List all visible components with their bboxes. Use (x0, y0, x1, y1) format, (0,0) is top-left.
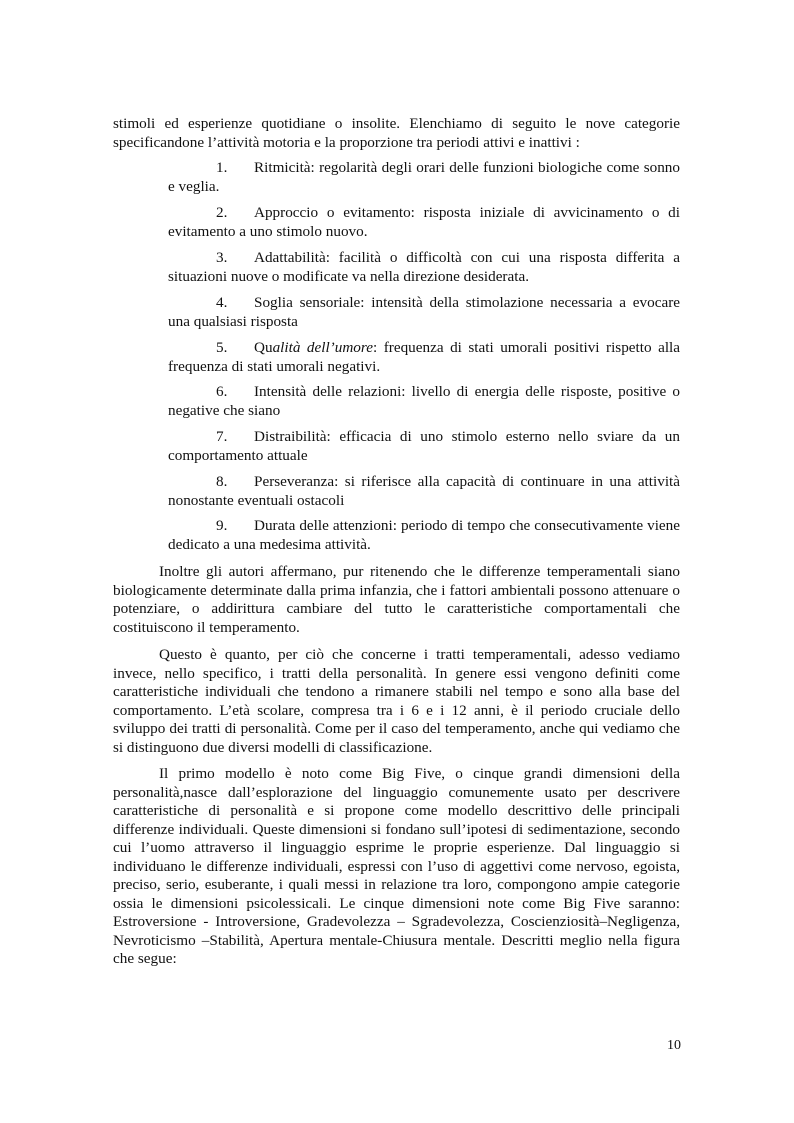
list-number: 1. (216, 159, 228, 176)
list-number: 5. (216, 339, 228, 356)
list-number: 2. (216, 204, 228, 221)
list-text-lead: Qu (254, 339, 273, 356)
list-item (168, 294, 680, 331)
list-text: : frequenza di stati umorali positivi rispetto alla frequenza di stati umorali negativi. (168, 339, 681, 375)
list-text: Durata delle attenzioni: periodo di tempo che consecutivamente viene dedicato a una medesima attività. (168, 517, 680, 553)
list-item (168, 428, 680, 465)
list-number: 8. (216, 473, 228, 490)
list-number: 9. (216, 517, 228, 534)
list-number: 4. (216, 294, 228, 311)
list-text: Ritmicità: regolarità degli orari delle funzioni biologiche come sonno e veglia. (168, 159, 680, 195)
page-number: 10 (667, 1038, 681, 1053)
body-paragraph: Questo è quanto, per ciò che concerne i tratti temperamentali, adesso vediamo invece, nello specifico, i tratti della personalità. In genere essi vengono definiti come caratteristiche individuali che tendono a rimanere stabili nel tempo e sono alla base del comportamento. L’età scolare, compresa tra i 6 e i 12 anni, è il periodo cruciale dello sviluppo dei tratti di personalità. Come per il caso del temperamento, anche qui vediamo che si distinguono due diversi modelli di classificazione. (113, 646, 680, 756)
list-number: 6. (216, 383, 228, 400)
list-text: Adattabilità: facilità o difficoltà con cui una risposta differita a situazioni nuove o modificate va nella direzione desiderata. (168, 249, 680, 285)
list-text-italic: alità dell’umore (272, 339, 373, 356)
list-text: Approccio o evitamento: risposta iniziale di avvicinamento o di evitamento a uno stimolo nuovo. (168, 204, 680, 240)
list-item (168, 159, 680, 196)
list-item (168, 339, 680, 376)
list-number: 7. (216, 428, 228, 445)
intro-paragraph: stimoli ed esperienze quotidiane o insolite. Elenchiamo di seguito le nove categorie specificandone l’attività motoria e la proporzione tra periodi attivi e inattivi : (113, 115, 680, 151)
body-paragraph: Inoltre gli autori affermano, pur ritenendo che le differenze temperamentali siano biologicamente determinate dalla prima infanzia, che i fattori ambientali possono attenuare o potenziare, o addirittura cambiare del tutto le caratteristiche comportamentali che costituiscono il temperamento. (113, 563, 680, 636)
list-item (168, 249, 680, 286)
list-text: Intensità delle relazioni: livello di energia delle risposte, positive o negative che siano (168, 383, 680, 419)
list-item (168, 383, 680, 420)
list-number: 3. (216, 249, 228, 266)
list-item (168, 473, 680, 510)
body-paragraph: Il primo modello è noto come Big Five, o cinque grandi dimensioni della personalità,nasce dall’esplorazione del linguaggio comunemente usato per descrivere caratteristiche di personalità e si propone come modello descrittivo delle principali differenze individuali. Queste dimensioni si fondano sull’ipotesi di sedimentazione, secondo cui l’uomo attraverso il linguaggio esprime le proprie esperienze. Dal linguaggio si individuano le differenze individuali, espressi con l’uso di aggettivi come nervoso, egoista, preciso, serio, esuberante, i quali messi in relazione tra loro, compongono ampie categorie ossia le dimensioni psicolessicali. Le cinque dimensioni note come Big Five saranno: Estroversione - Introversione, Gradevolezza – Sgradevolezza, Coscienziosità–Negligenza, Nevroticismo –Stabilità, Apertura mentale-Chiusura mentale. Descritti meglio nella figura che segue: (113, 765, 680, 967)
list-text: Perseveranza: si riferisce alla capacità di continuare in una attività nonostante eventuali ostacoli (168, 473, 680, 509)
list-item (168, 517, 680, 554)
list-text: Distraibilità: efficacia di uno stimolo esterno nello sviare da un comportamento attuale (168, 428, 680, 464)
list-item (168, 204, 680, 241)
list-text: Soglia sensoriale: intensità della stimolazione necessaria a evocare una qualsiasi risposta (168, 294, 680, 330)
